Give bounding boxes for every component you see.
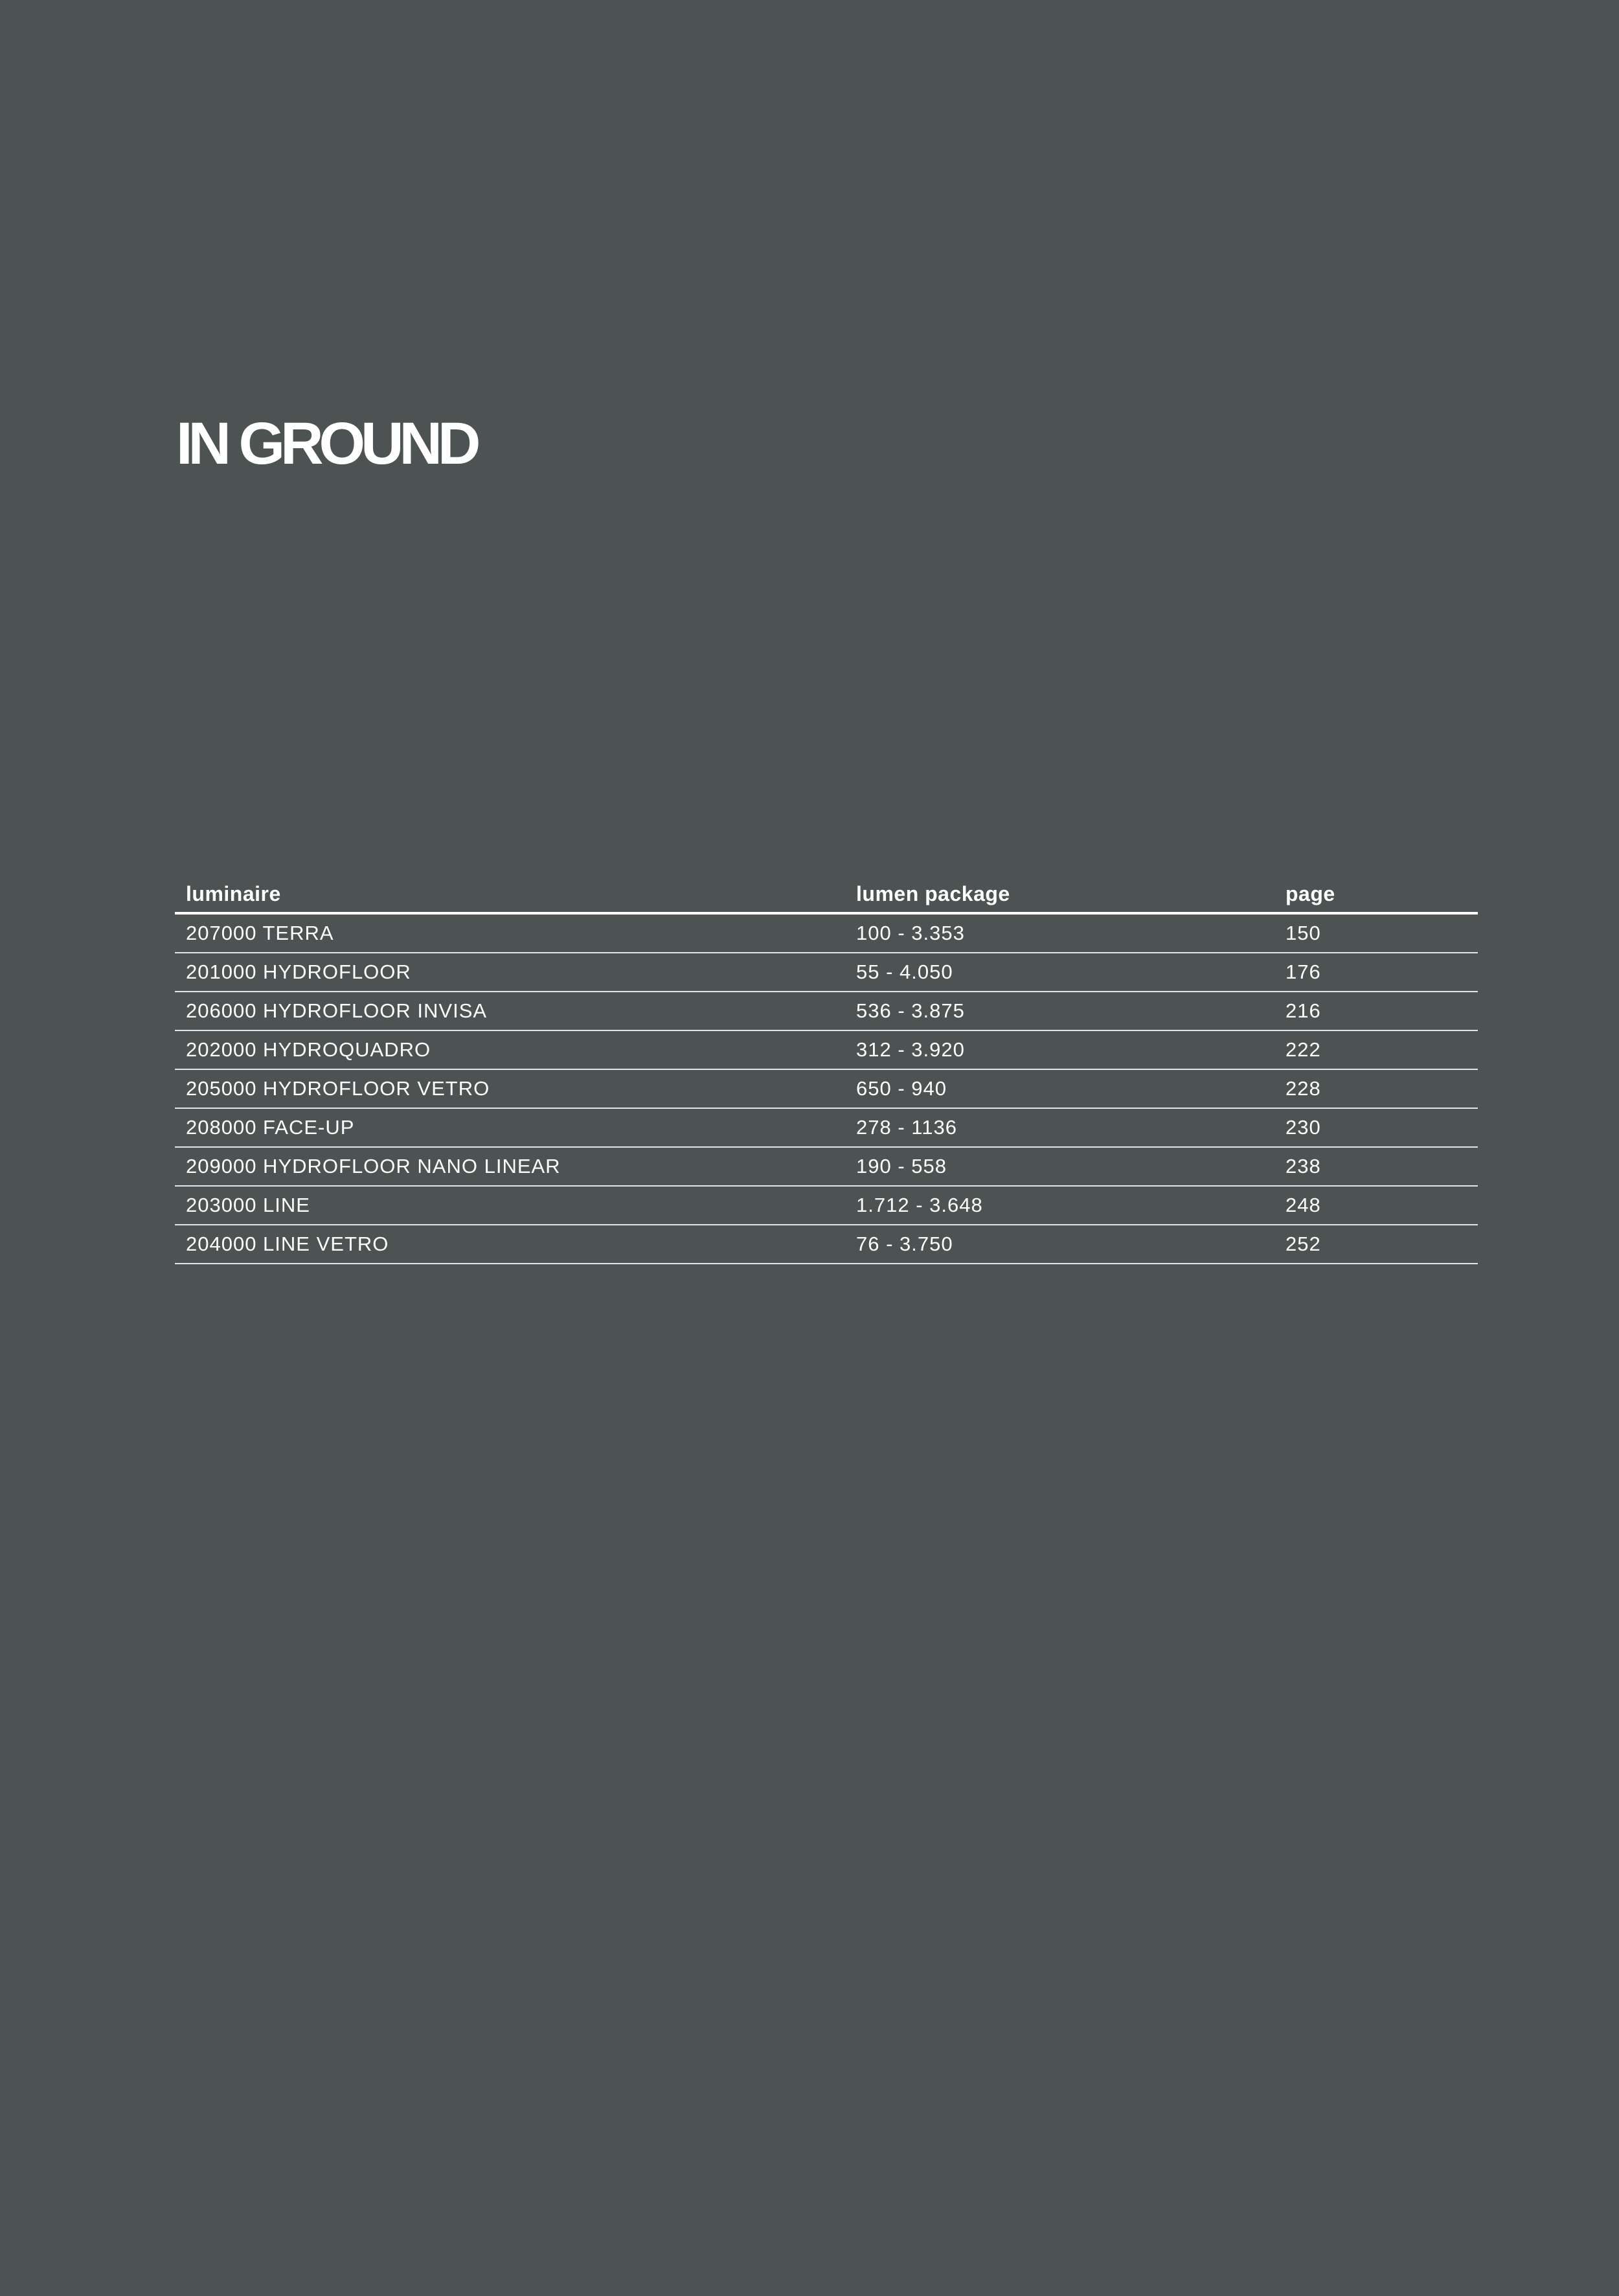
cell-lumen-package: 76 - 3.750 (856, 1233, 953, 1255)
cell-lumen-package: 190 - 558 (856, 1155, 947, 1177)
table-header-row (175, 878, 1478, 915)
cell-luminaire: 209000 HYDROFLOOR NANO LINEAR (186, 1155, 561, 1177)
table-row (175, 915, 1478, 953)
table-row (175, 1187, 1478, 1225)
table-row (175, 1225, 1478, 1264)
cell-page: 222 (1285, 1038, 1321, 1061)
cell-luminaire: 201000 HYDROFLOOR (186, 960, 411, 983)
cell-page: 230 (1285, 1116, 1321, 1139)
cell-luminaire: 204000 LINE VETRO (186, 1233, 389, 1255)
header-luminaire: luminaire (186, 882, 281, 905)
cell-page: 228 (1285, 1077, 1321, 1100)
cell-luminaire: 207000 TERRA (186, 922, 334, 944)
cell-lumen-package: 536 - 3.875 (856, 999, 965, 1022)
table-row (175, 1031, 1478, 1070)
page-title: IN GROUND (176, 411, 477, 477)
table-row (175, 953, 1478, 992)
cell-lumen-package: 1.712 - 3.648 (856, 1194, 983, 1216)
header-page: page (1285, 882, 1335, 905)
cell-lumen-package: 100 - 3.353 (856, 922, 965, 944)
cell-lumen-package: 312 - 3.920 (856, 1038, 965, 1061)
cell-lumen-package: 278 - 1136 (856, 1116, 957, 1139)
cell-lumen-package: 650 - 940 (856, 1077, 947, 1100)
table-row (175, 992, 1478, 1031)
table-row (175, 1109, 1478, 1148)
cell-lumen-package: 55 - 4.050 (856, 960, 953, 983)
cell-luminaire: 203000 LINE (186, 1194, 310, 1216)
cell-page: 150 (1285, 922, 1321, 944)
cell-luminaire: 206000 HYDROFLOOR INVISA (186, 999, 488, 1022)
cell-page: 176 (1285, 960, 1321, 983)
header-lumen-package: lumen package (856, 882, 1010, 905)
luminaire-table (175, 878, 1478, 1264)
cell-page: 216 (1285, 999, 1321, 1022)
cell-page: 248 (1285, 1194, 1321, 1216)
cell-page: 252 (1285, 1233, 1321, 1255)
cell-page: 238 (1285, 1155, 1321, 1177)
cell-luminaire: 202000 HYDROQUADRO (186, 1038, 431, 1061)
table-row (175, 1148, 1478, 1187)
table-row (175, 1070, 1478, 1109)
cell-luminaire: 208000 FACE-UP (186, 1116, 355, 1139)
cell-luminaire: 205000 HYDROFLOOR VETRO (186, 1077, 490, 1100)
